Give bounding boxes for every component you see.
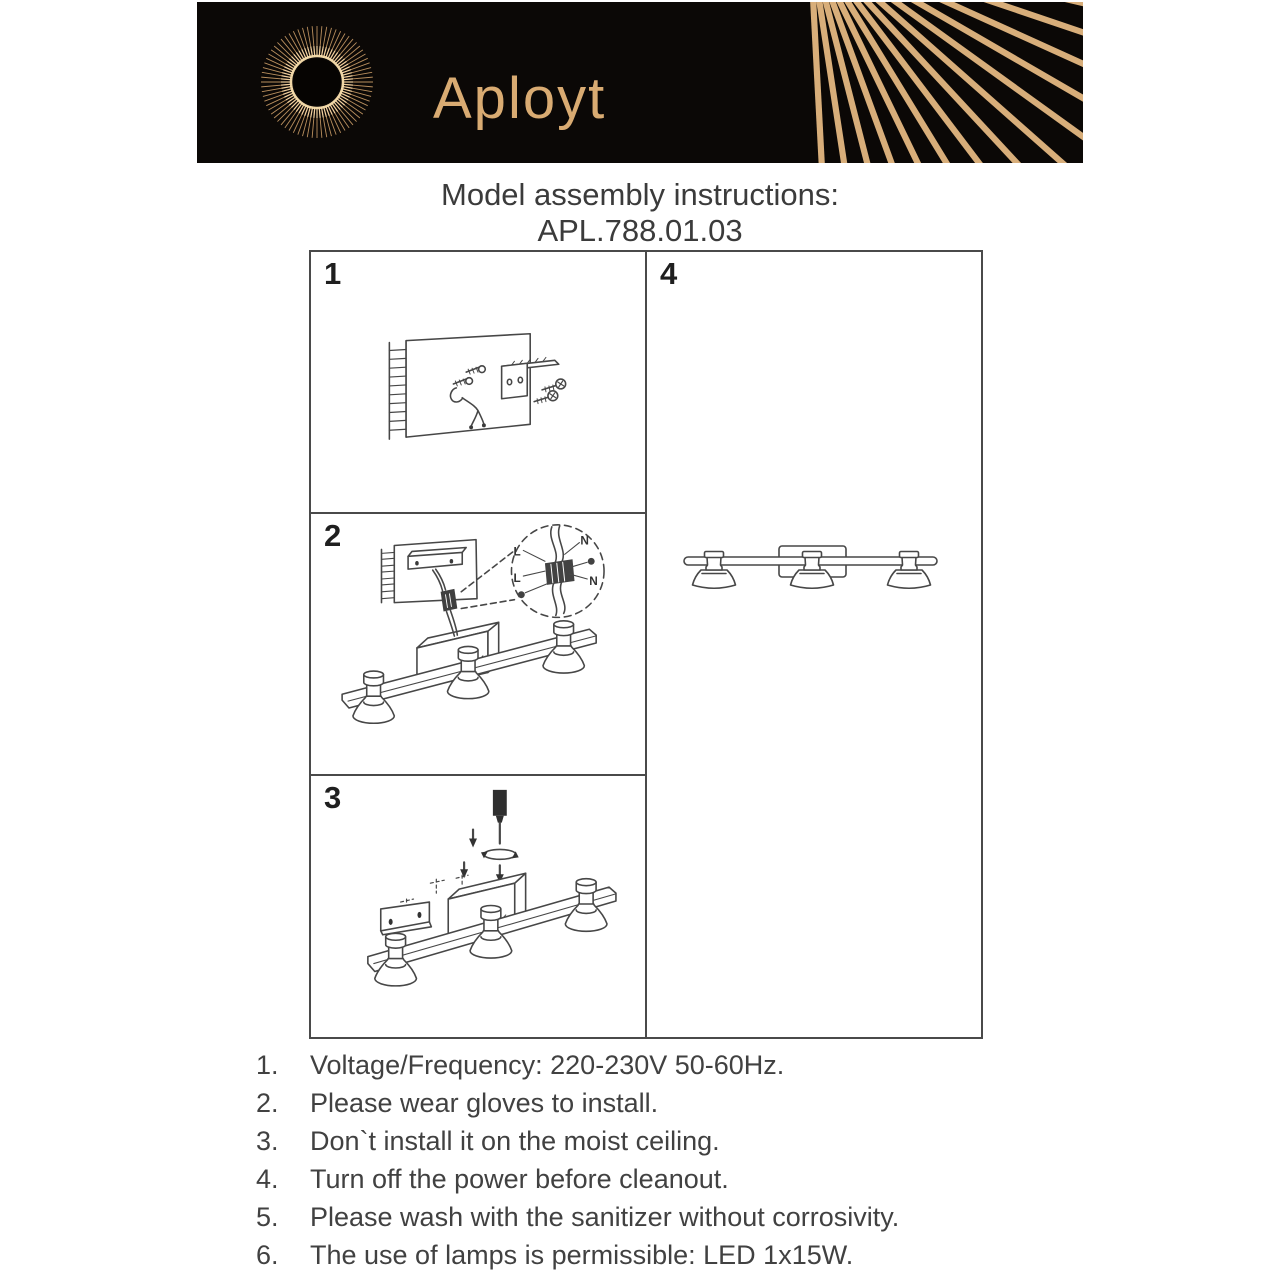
step-3-illustration	[311, 776, 645, 1035]
note-text: Please wear gloves to install.	[310, 1088, 659, 1118]
model-number: APL.788.01.03	[537, 213, 743, 248]
page-title: Model assembly instructions:	[441, 177, 839, 212]
note-text: Turn off the power before cleanout.	[310, 1164, 729, 1194]
note-item	[256, 1084, 1026, 1122]
assembly-steps-grid	[309, 250, 983, 1039]
note-text: Please wash with the sanitizer without corrosivity.	[310, 1202, 900, 1232]
step-number: 2	[324, 518, 342, 553]
step-2-panel	[311, 514, 647, 776]
wire-label-live: L	[513, 570, 521, 585]
step-1-illustration	[311, 252, 645, 510]
step-number: 4	[660, 256, 678, 291]
note-text: Voltage/Frequency: 220-230V 50-60Hz.	[310, 1050, 785, 1080]
note-item	[256, 1122, 1026, 1160]
note-item	[256, 1236, 1026, 1274]
safety-notes-list	[256, 1046, 1026, 1274]
note-number: 5.	[256, 1202, 279, 1232]
step-4-panel	[647, 252, 981, 1037]
title-block	[0, 177, 1280, 249]
note-item	[256, 1198, 1026, 1236]
note-text: Don`t install it on the moist ceiling.	[310, 1126, 720, 1156]
wire-label-neutral: N	[589, 573, 598, 588]
note-number: 2.	[256, 1088, 279, 1118]
step-2-illustration	[311, 514, 645, 772]
step-1-panel	[311, 252, 647, 514]
note-number: 6.	[256, 1240, 279, 1270]
wire-label-live: L	[513, 544, 521, 559]
wire-label-neutral: N	[580, 533, 589, 548]
sunburst-logo-icon	[257, 22, 377, 142]
note-text: The use of lamps is permissible: LED 1x15W.	[310, 1240, 854, 1270]
brand-banner	[197, 2, 1083, 163]
brand-wordmark: Aployt	[433, 66, 607, 131]
step-4-illustration	[647, 252, 983, 1037]
note-number: 1.	[256, 1050, 279, 1080]
step-number: 1	[324, 256, 342, 291]
note-number: 3.	[256, 1126, 279, 1156]
step-3-panel	[311, 776, 647, 1037]
step-number: 3	[324, 780, 342, 815]
note-number: 4.	[256, 1164, 279, 1194]
note-item	[256, 1160, 1026, 1198]
note-item	[256, 1046, 1026, 1084]
